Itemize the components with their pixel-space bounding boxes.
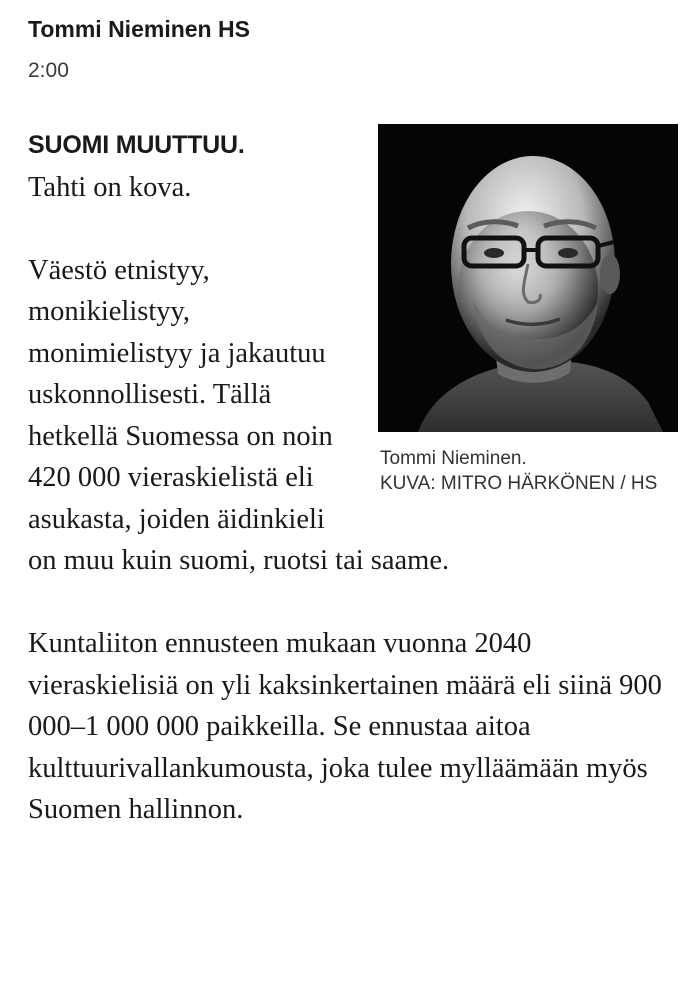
article-body: [28, 124, 673, 872]
caption-credit: KUVA: MITRO HÄRKÖNEN / HS: [380, 473, 658, 494]
photo-caption: [378, 446, 678, 496]
lead-label: SUOMI MUUTTUU.: [28, 131, 245, 159]
paragraph-2: Väestö etnistyy, monikielistyy, monimielistyy ja jakautuu uskonnollisesti. Tällä hetkellä Suomessa on noin 420 000 vieraskielistä eli asukasta, joiden äidinkieli on muu kuin suomi, ruotsi tai saame.: [28, 254, 450, 576]
author-byline[interactable]: Tommi Nieminen HS: [28, 16, 250, 42]
article-figure: [378, 124, 678, 496]
lead-text: Tahti on kova.: [28, 171, 192, 203]
paragraph-3: Kuntaliiton ennusteen mukaan vuonna 2040 vieraskielisiä on yli kaksinkertainen määrä eli siinä 900 000–1 000 000 paikkeilla. Se ennustaa aitoa kulttuurivallankumousta, joka tulee mylläämään myös Suomen hallinnon.: [28, 628, 662, 825]
publish-time: 2:00: [28, 59, 69, 82]
caption-name: Tommi Nieminen.: [380, 448, 527, 469]
author-photo[interactable]: [378, 124, 678, 432]
